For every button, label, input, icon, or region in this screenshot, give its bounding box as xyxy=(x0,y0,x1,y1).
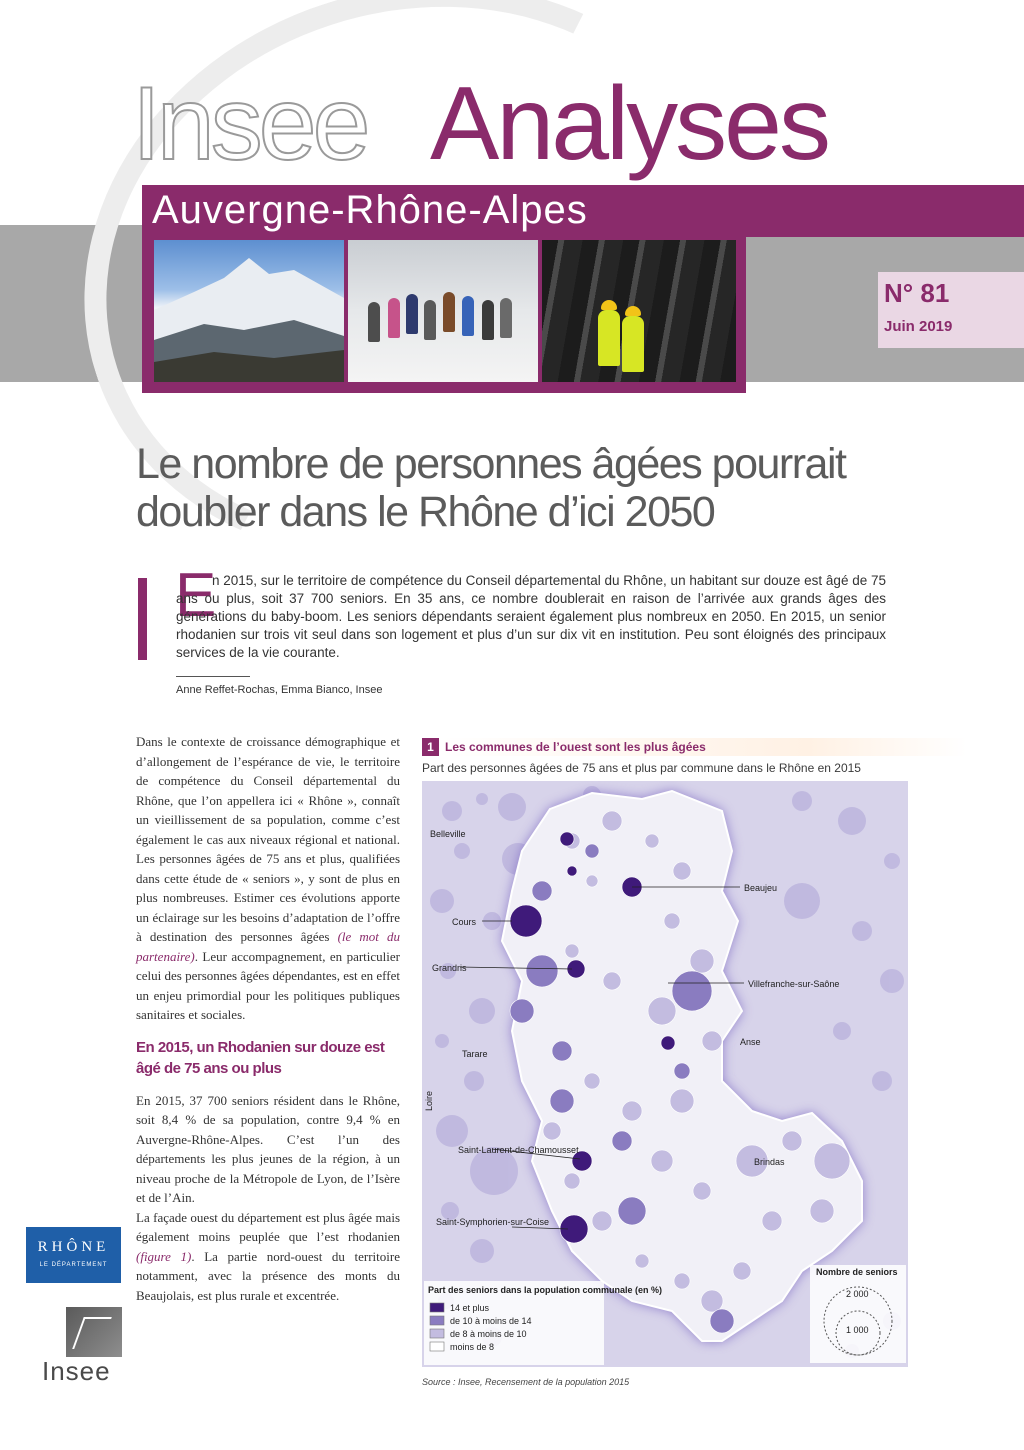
map-size-legend xyxy=(810,1265,906,1363)
size-legend-2000: 2 000 xyxy=(846,1289,869,1299)
photo-students xyxy=(348,240,538,382)
lead-accent-bar xyxy=(138,578,147,660)
map-label-loire: Loire xyxy=(424,1090,434,1111)
legend-swatch xyxy=(430,1342,444,1351)
photo-mountain xyxy=(154,240,344,382)
map-label-beaujeu: Beaujeu xyxy=(744,883,778,893)
issue-date: Juin 2019 xyxy=(884,318,953,335)
legend-swatch xyxy=(430,1303,444,1312)
rhone-logo-text: RHÔNE xyxy=(37,1239,110,1255)
map-label-belleville: Belleville xyxy=(430,829,466,839)
title-line-2: doubler dans le Rhône d’ici 2050 xyxy=(136,488,715,536)
size-legend-1000: 1 000 xyxy=(846,1325,869,1335)
body-paragraph-2: En 2015, 37 700 seniors résident dans le Rhône, soit 8,4 % de sa population, contre 9,4 % en Auvergne-Rhône-Alpes. C’est l’un des départements les plus jeunes de la région, à un niveau proche de la Métropole de Lyon, de l’Isère et de l’Ain. xyxy=(136,1092,400,1205)
legend-swatch xyxy=(430,1316,444,1325)
photo-workers xyxy=(542,240,736,382)
section-subhead: En 2015, un Rhodanien sur douze est âgé de 75 ans ou plus xyxy=(136,1038,385,1077)
insee-logo-text: Insee xyxy=(42,1356,111,1386)
rhone-logo-subtext: LE DÉPARTEMENT xyxy=(39,1262,108,1268)
body-column xyxy=(136,732,400,1305)
title-line-1: Le nombre de personnes âgées pourrait xyxy=(136,440,846,488)
link-partner-word[interactable]: (le mot du partenaire) xyxy=(136,929,400,964)
map-label-villefranche: Villefranche-sur-Saône xyxy=(748,979,840,989)
issue-number: N° 81 xyxy=(884,278,950,308)
figure-number: 1 xyxy=(422,738,439,756)
article-title xyxy=(136,440,896,536)
body-text: Dans le contexte de croissance démographique et d’allongement de l’espérance de vie, le territoire de compétence du Conseil départemental du Rhône, que l’on appellera ici « Rhône », connaît un vieillissement de sa population, comme c’est également le cas aux niveaux régional et national. Les personnes âgées de 75 ans et plus, qualifiées dans cette étude de « seniors », y sont de plus en plus nombreuses. Estimer ces évolutions apporte un éclairage sur les besoins d’adaptation de l’offre à destination des personnes âgées xyxy=(136,734,400,944)
figure-source: Source : Insee, Recensement de la population 2015 xyxy=(422,1377,630,1387)
legend-item-label: moins de 8 xyxy=(450,1342,495,1352)
map-label-brindas: Brindas xyxy=(754,1157,785,1167)
brand-insee: Insee xyxy=(132,66,367,182)
body-text: . Leur accompagnement, en particulier celui des personnes âgées dépendantes, est en effet un enjeu primordial pour les politiques publiques sanitaires et sociales. xyxy=(136,948,400,1022)
body-text: La façade ouest du département est plus âgée mais également moins peuplée que l’est rhodanien xyxy=(136,1209,400,1244)
legend-item-label: de 8 à moins de 10 xyxy=(450,1329,527,1339)
legend-swatch xyxy=(430,1329,444,1338)
region-label: Auvergne-Rhône-Alpes xyxy=(152,188,588,232)
map-label-st-laurent: Saint-Laurent-de-Chamousset xyxy=(458,1145,579,1155)
map-label-anse: Anse xyxy=(740,1037,761,1047)
map-label-cours: Cours xyxy=(452,917,477,927)
body-text: . La partie nord-ouest du territoire notamment, avec la présence des monts du Beaujolais, est plus rurale et excentrée. xyxy=(136,1248,400,1303)
brand-analyses: Analyses xyxy=(430,66,828,182)
map-label-grandris: Grandris xyxy=(432,963,467,973)
map-rhone xyxy=(422,781,908,1367)
legend-item-label: de 10 à moins de 14 xyxy=(450,1316,532,1326)
body-paragraph-3 xyxy=(136,1208,400,1306)
map-label-tarare: Tarare xyxy=(462,1049,488,1059)
body-paragraph-1 xyxy=(136,732,400,1025)
legend-title: Part des seniors dans la population communale (en %) xyxy=(428,1285,663,1295)
figure-subtitle: Part des personnes âgées de 75 ans et plus par commune dans le Rhône en 2015 xyxy=(422,761,861,775)
figure-title: Les communes de l’ouest sont les plus âgées xyxy=(445,740,706,754)
lead-dropcap: E xyxy=(175,561,217,630)
lead-paragraph: n 2015, sur le territoire de compétence du Conseil départemental du Rhône, un habitant sur douze est âgé de 75 ans ou plus, soit 37 700 seniors. En 35 ans, ce nombre doublerait en raison de l’arrivée aux grands âges des générations du baby-boom. Les seniors dépendants seraient également plus nombreux en 2050. En 2015, un senior rhodanien sur trois vit seul dans son logement et plus d’un sur dix vit en institution. Peu sont éloignés des principaux services de la vie courante. xyxy=(176,573,886,660)
authors-rule xyxy=(176,676,250,677)
link-figure-1[interactable]: (figure 1) xyxy=(136,1248,192,1264)
authors: Anne Reffet-Rochas, Emma Bianco, Insee xyxy=(176,684,383,696)
insee-logo-icon xyxy=(66,1307,122,1357)
rhone-department-logo xyxy=(26,1227,121,1283)
legend-item-label: 14 et plus xyxy=(450,1303,490,1313)
size-legend-title: Nombre de seniors xyxy=(816,1267,898,1277)
map-label-st-symphorien: Saint-Symphorien-sur-Coise xyxy=(436,1217,550,1227)
